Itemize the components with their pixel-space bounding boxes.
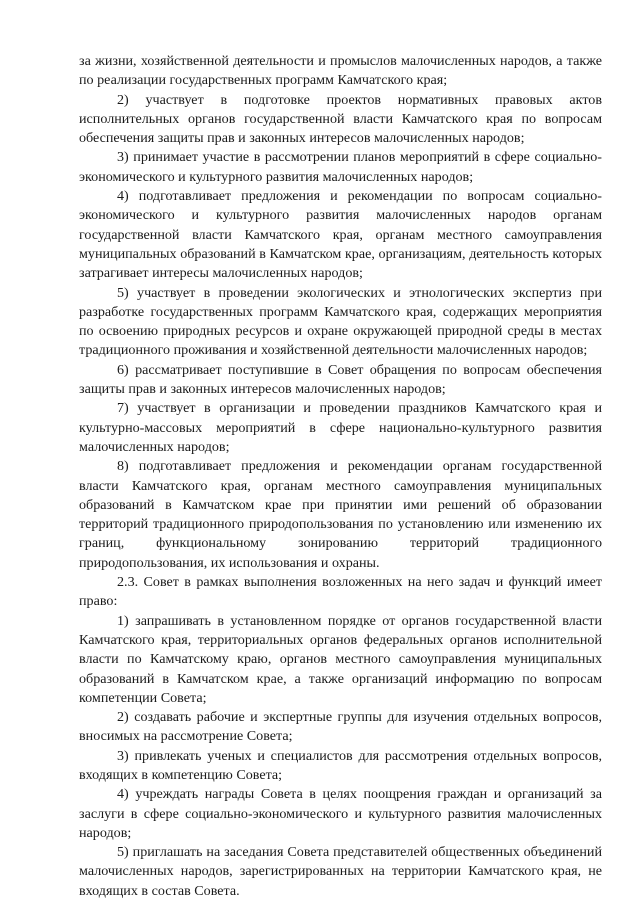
paragraph-continuation: за жизни, хозяйственной деятельности и промыслов малочисленных народов, а также по реализации государственных программ Камчатского края; — [79, 53, 602, 89]
paragraph-item-2: 2) участвует в подготовке проектов нормативных правовых актов исполнительных органов государственной власти Камчатского края по вопросам обеспечения защиты прав и законных интересов малочисленных народов; — [79, 91, 602, 147]
paragraph-item-8: 8) подготавливает предложения и рекомендации органам государственной власти Камчатского края, органам местного самоуправления муниципальных образований в Камчатском крае при принятии ими решений об образовании территорий традиционного природопользования по установлению или изменению их границ, функциональному зонированию территорий традиционного природопользования, их использования и охраны. — [79, 458, 602, 571]
right-item-3: 3) привлекать ученых и специалистов для рассмотрения отдельных вопросов, входящих в компетенцию Совета; — [79, 747, 602, 783]
paragraph-item-5: 5) участвует в проведении экологических и этнологических экспертиз при разработке государственных программ Камчатского края, содержащих мероприятия по освоению природных ресурсов и охране окружающей природной среды в местах традиционного проживания и хозяйственной деятельности малочисленных народов; — [79, 284, 602, 359]
right-item-4: 4) учреждать награды Совета в целях поощрения граждан и организаций за заслуги в сфере социально-экономического и культурного развития малочисленных народов; — [79, 786, 602, 841]
right-item-1: 1) запрашивать в установленном порядке от органов государственной власти Камчатского края, территориальных органов федеральных органов исполнительной власти по Камчатскому краю, органов местного самоуправления муниципальных образований в Камчатском крае, а также организаций информацию по вопросам компетенции Совета; — [79, 612, 602, 706]
document-page — [79, 52, 602, 901]
paragraph-item-3: 3) принимает участие в рассмотрении планов мероприятий в сфере социально-экономического и культурного развития малочисленных народов; — [79, 149, 602, 185]
right-item-2: 2) создавать рабочие и экспертные группы для изучения отдельных вопросов, вносимых на рассмотрение Совета; — [79, 709, 602, 745]
right-item-5: 5) приглашать на заседания Совета представителей общественных объединений малочисленных народов, зарегистрированных на территории Камчатского края, не входящих в состав Совета. — [79, 844, 602, 899]
section-2-3-heading: 2.3. Совет в рамках выполнения возложенных на него задач и функций имеет право: — [79, 574, 602, 610]
paragraph-item-7: 7) участвует в организации и проведении праздников Камчатского края и культурно-массовых мероприятий в сфере национально-культурного развития малочисленных народов; — [79, 400, 602, 455]
paragraph-item-6: 6) рассматривает поступившие в Совет обращения по вопросам обеспечения защиты прав и законных интересов малочисленных народов; — [79, 361, 602, 398]
paragraph-item-4: 4) подготавливает предложения и рекомендации по вопросам социально-экономического и культурного развития малочисленных народов органам государственной власти Камчатского края, органам местного самоуправления муниципальных образований в Камчатском крае, организациям, деятельность которых затрагивает интересы малочисленных народов; — [79, 188, 602, 282]
